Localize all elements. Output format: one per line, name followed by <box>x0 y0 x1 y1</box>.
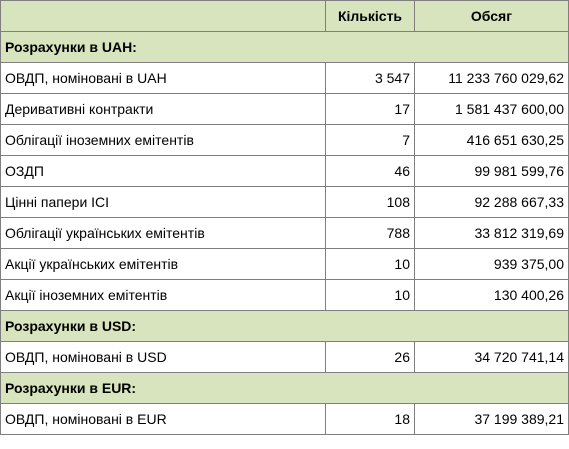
row-name-cell: Акції українських емітентів <box>1 249 326 280</box>
row-name-cell: ОВДП, номіновані в UAH <box>1 63 326 94</box>
row-count-cell: 10 <box>326 280 415 311</box>
row-count-cell: 108 <box>326 187 415 218</box>
section-row-usd <box>1 311 569 342</box>
header-volume-cell: Обсяг <box>415 1 569 32</box>
section-title: Розрахунки в UAH: <box>1 32 569 63</box>
row-count-cell: 46 <box>326 156 415 187</box>
table-row <box>1 404 569 435</box>
section-row-uah <box>1 32 569 63</box>
row-volume-cell: 92 288 667,33 <box>415 187 569 218</box>
row-volume-cell: 33 812 319,69 <box>415 218 569 249</box>
row-volume-cell: 416 651 630,25 <box>415 125 569 156</box>
row-volume-cell: 130 400,26 <box>415 280 569 311</box>
row-volume-cell: 11 233 760 029,62 <box>415 63 569 94</box>
section-title: Розрахунки в EUR: <box>1 373 569 404</box>
row-name-cell: ОЗДП <box>1 156 326 187</box>
row-volume-cell: 99 981 599,76 <box>415 156 569 187</box>
row-count-cell: 18 <box>326 404 415 435</box>
table-row <box>1 94 569 125</box>
row-volume-cell: 1 581 437 600,00 <box>415 94 569 125</box>
row-volume-cell: 939 375,00 <box>415 249 569 280</box>
header-count-cell: Кількість <box>326 1 415 32</box>
table-row <box>1 125 569 156</box>
header-row <box>1 1 569 32</box>
table-row <box>1 156 569 187</box>
row-count-cell: 788 <box>326 218 415 249</box>
row-name-cell: ОВДП, номіновані в EUR <box>1 404 326 435</box>
table-row <box>1 280 569 311</box>
row-count-cell: 17 <box>326 94 415 125</box>
table-row <box>1 218 569 249</box>
section-title: Розрахунки в USD: <box>1 311 569 342</box>
row-name-cell: ОВДП, номіновані в USD <box>1 342 326 373</box>
row-volume-cell: 37 199 389,21 <box>415 404 569 435</box>
row-volume-cell: 34 720 741,14 <box>415 342 569 373</box>
row-name-cell: Деривативні контракти <box>1 94 326 125</box>
row-count-cell: 10 <box>326 249 415 280</box>
row-name-cell: Облігації українських емітентів <box>1 218 326 249</box>
table-row <box>1 63 569 94</box>
header-name-cell <box>1 1 326 32</box>
row-count-cell: 26 <box>326 342 415 373</box>
row-count-cell: 3 547 <box>326 63 415 94</box>
row-name-cell: Облігації іноземних емітентів <box>1 125 326 156</box>
row-name-cell: Акції іноземних емітентів <box>1 280 326 311</box>
table-row <box>1 187 569 218</box>
table-row <box>1 342 569 373</box>
section-row-eur <box>1 373 569 404</box>
row-count-cell: 7 <box>326 125 415 156</box>
table-row <box>1 249 569 280</box>
row-name-cell: Цінні папери ІСІ <box>1 187 326 218</box>
